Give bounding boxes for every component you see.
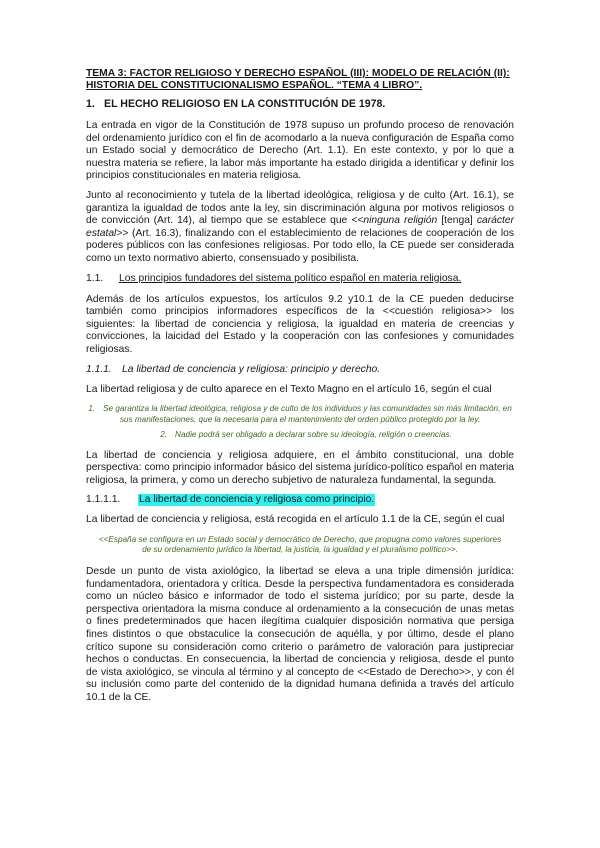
paragraph-intro: La entrada en vigor de la Constitución de 1978 supuso un profundo proceso de renovación del ordenamiento jurídico con el fin de acomodarlo a la nueva configuración de España como un Estado social y democrático de Derecho (Art. 1.1). En este contexto, y por lo que a nuestra materia se refiere, la labor más importante ha estado dirigida a identificar y definir los principios constitucionales en materia religiosa. [86,120,514,182]
section-heading-1-1-1-1 [86,494,514,506]
document-page [86,68,514,712]
quote-number: 2. [160,430,168,440]
quote-text: Nadie podrá ser obligado a declarar sobre su ideología, religión o creencias. [175,430,452,440]
text-run: Junto al reconocimiento y tutela de la libertad ideológica, religiosa y de culto (Art. 16.1), se garantiza la igualdad de todos ante la ley, sin discriminación alguna por motivos religiosos o de convicción (Art. 14), al tiempo que se establece que [86,189,514,227]
quote-article16 [86,404,514,441]
paragraph-article1: La libertad de conciencia y religiosa, está recogida en el artículo 1.1 de la CE, según el cual [86,514,505,526]
quote-text: Se garantiza la libertad ideológica, religiosa y de culto de los individuos y las comunidades sin más limitación, en sus manifestaciones, que la necesaria para el mantenimiento del orden público protegido por la ley. [103,404,512,424]
section-number: 1.1.1.1. [86,494,121,506]
document-title: TEMA 3: FACTOR RELIGIOSO Y DERECHO ESPAÑOL (III): MODELO DE RELACIÓN (II): HISTORIA DEL CONSTITUCIONALISMO ESPAÑOL. “TEMA 4 LIBRO”. [86,68,510,91]
paragraph-axiological: Desde un punto de vista axiológico, la libertad se eleva a una triple dimensión jurídica: fundamentadora, orientadora y crítica. Desde la perspectiva fundamentadora es considerada como un núcleo básico e informador de todo el sistema jurídico; por su parte, desde la perspectiva orientadora la misma conduce al ordenamiento a la consecución de unas metas o fines predeterminados que hacen ilegítima cualquier disposición normativa que persiga fines distintos o que obstaculice la consecución de aquélla, y por último, desde el plano crítico supone su consideración como criterio o parámetro de valoración para justipreciar hechos o conductas. En consecuencia, la libertad de conciencia y religiosa, desde el punto de vista axiológico, se vincula al término y al concepto de <<Estado de Derecho>>, y con él su inclusión como parte del contenido de la dignidad humana definida a través del artículo 10.1 de la CE. [86,565,514,703]
text-run-italic: carácter estatal [86,215,515,239]
paragraph-double-perspective: La libertad de conciencia y religiosa adquiere, en el ámbito constitucional, una doble perspectiva: como principio informador básico del sistema jurídico-político español en materia religiosa, la primera, y como un derecho subjetivo de naturaleza fundamental, la segunda. [86,449,514,486]
quote-article1: <<España se configura en un Estado social y democrático de Derecho, que propugna como valores superiores de su ordenamiento jurídico la libertad, la justicia, la igualdad y el pluralismo político>>. [98,534,502,555]
text-run: [tenga] [437,215,477,227]
paragraph-principles [86,190,514,266]
text-run-italic: <<ninguna religión [351,215,438,227]
paragraph-articles: Además de los artículos expuestos, los artículos 9.2 y10.1 de la CE pueden deducirse también como principios informadores específicos de la <<cuestión religiosa>> los siguientes: la libertad de conciencia y religiosa, la igualdad en materia de creencias y convicciones, la laicidad del Estado y la cooperación con las confesiones y comunidades religiosas. [86,293,514,355]
section-number: 1.1.1. [86,363,112,375]
section-number: 1. [86,98,95,110]
text-run: >> (Art. 16.3), finalizando con el establecimiento de relaciones de cooperación de los poderes públicos con las confesiones religiosas. Por todo ello, la CE puede ser considerada como un texto normativo abierto, consensuado y posibilista. [86,227,514,264]
section-heading-1-1-1 [86,364,514,376]
section-title: EL HECHO RELIGIOSO EN LA CONSTITUCIÓN DE 1978. [104,98,386,110]
section-number: 1.1. [86,272,104,284]
section-heading-1 [86,98,514,110]
quote-item [86,430,514,441]
quote-number: 1. [88,404,96,414]
quote-item [86,404,514,425]
section-title: La libertad de conciencia y religiosa: principio y derecho. [122,363,381,375]
paragraph-article16: La libertad religiosa y de culto aparece en el Texto Magno en el artículo 16, según el cual [86,383,492,395]
section-heading-1-1 [86,273,514,285]
section-title-highlighted: La libertad de conciencia y religiosa como principio. [139,494,375,506]
section-title: Los principios fundadores del sistema político español en materia religiosa. [119,272,462,284]
